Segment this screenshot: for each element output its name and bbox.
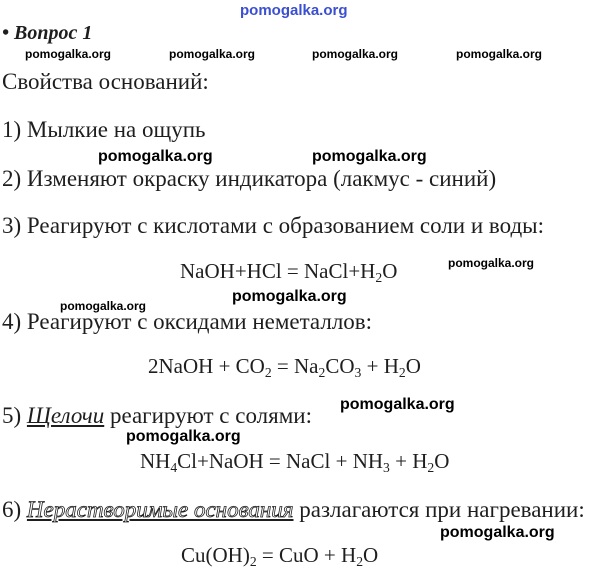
equation-decomposition: $Cu(OH)_2$ = CuO + $H_2O$ [181, 543, 379, 570]
watermark: pomogalka.org [60, 299, 147, 313]
equation-oxide-reaction: 2NaOH + $CO_2 = Na_2CO_3 + H_2O$ [148, 354, 421, 381]
watermark: pomogalka.org [169, 47, 256, 61]
watermark: pomogalka.org [340, 396, 455, 413]
property-item-3: 3) Реагируют с кислотами с образованием соли и воды: [2, 213, 544, 238]
watermark: pomogalka.org [312, 148, 427, 165]
property-item-5: 5) Щелочи реагируют с солями: [2, 403, 312, 428]
watermark: pomogalka.org [232, 288, 347, 305]
property-item-4: 4) Реагируют с оксидами неметаллов: [2, 309, 373, 334]
watermark: pomogalka.org [456, 47, 543, 61]
watermark: pomogalka.org [126, 428, 241, 445]
section-title: Свойства оснований: [2, 69, 209, 94]
property-item-1: 1) Мылкие на ощупь [2, 117, 206, 142]
watermark: pomogalka.org [98, 148, 213, 165]
property-item-2: 2) Изменяют окраску индикатора (лакмус - синий) [2, 166, 497, 191]
watermark: pomogalka.org [448, 256, 535, 270]
watermark: pomogalka.org [312, 47, 399, 61]
watermark-top: pomogalka.org [240, 2, 348, 19]
watermark: pomogalka.org [25, 47, 112, 61]
property-item-6: 6) Нерастворимые основания разлагаются при нагревании: [2, 497, 585, 522]
equation-acid-reaction: NaOH+HCl = $NaCl+H_2O$ [180, 259, 398, 286]
watermark: pomogalka.org [440, 524, 555, 541]
equation-salt-reaction: $NH_4Cl+NaOH$ = NaCl + $NH_3 + H_2O$ [140, 449, 450, 476]
question-heading: • Вопрос 1 [2, 22, 93, 44]
